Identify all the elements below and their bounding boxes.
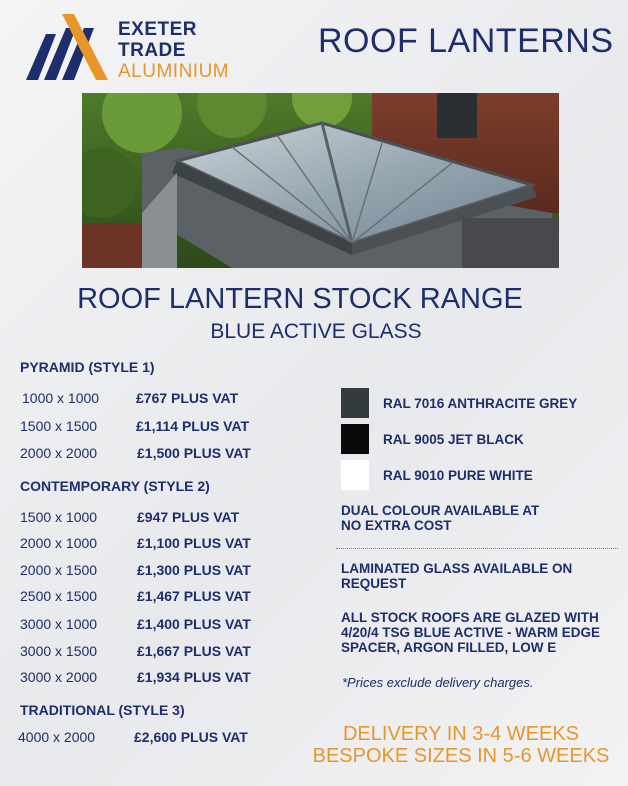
contemporary-size-3: 2000 x 1500 [20, 562, 98, 578]
dual-colour-note: DUAL COLOUR AVAILABLE AT NO EXTRA COST [341, 503, 540, 533]
range-subtitle: BLUE ACTIVE GLASS [210, 320, 422, 343]
contemporary-size-6: 3000 x 1500 [20, 643, 98, 659]
pyramid-price-2: £1,114 PLUS VAT [136, 418, 250, 434]
anthracite-grey-swatch [341, 388, 369, 418]
pure-white-swatch [341, 460, 369, 490]
pyramid-heading: PYRAMID (STYLE 1) [20, 359, 155, 375]
pure-white-label: RAL 9010 PURE WHITE [383, 468, 533, 483]
price-exclusion-note: *Prices exclude delivery charges. [342, 675, 534, 690]
pyramid-price-1: £767 PLUS VAT [136, 390, 239, 406]
traditional-price-1: £2,600 PLUS VAT [134, 729, 248, 745]
delivery-line-1: DELIVERY IN 3-4 WEEKS [342, 723, 579, 745]
roof-lantern-photo [82, 93, 559, 268]
contemporary-price-7: £1,934 PLUS VAT [137, 669, 251, 685]
anthracite-grey-label: RAL 7016 ANTHRACITE GREY [383, 396, 578, 411]
pyramid-size-1: 1000 x 1000 [22, 390, 100, 406]
logo-line2: TRADE [118, 40, 186, 61]
pyramid-size-2: 1500 x 1500 [20, 418, 98, 434]
logo-mark-icon [22, 6, 110, 82]
traditional-heading: TRADITIONAL (STYLE 3) [20, 702, 185, 718]
contemporary-price-3: £1,300 PLUS VAT [137, 562, 251, 578]
contemporary-price-1: £947 PLUS VAT [137, 509, 240, 525]
logo-line3: ALUMINIUM [118, 61, 230, 82]
laminated-glass-note: LAMINATED GLASS AVAILABLE ON REQUEST [341, 561, 573, 591]
glazing-note: ALL STOCK ROOFS ARE GLAZED WITH 4/20/4 TSG BLUE ACTIVE - WARM EDGE SPACER, ARGON FILLED, LOW E [341, 610, 601, 655]
contemporary-size-4: 2500 x 1500 [20, 588, 98, 604]
page-title: ROOF LANTERNS [318, 22, 614, 60]
contemporary-heading: CONTEMPORARY (STYLE 2) [20, 478, 210, 494]
contemporary-price-6: £1,667 PLUS VAT [137, 643, 251, 659]
contemporary-size-2: 2000 x 1000 [20, 535, 98, 551]
contemporary-size-7: 3000 x 2000 [20, 669, 98, 685]
traditional-size-1: 4000 x 2000 [18, 729, 96, 745]
jet-black-label: RAL 9005 JET BLACK [383, 432, 524, 447]
contemporary-price-2: £1,100 PLUS VAT [137, 535, 251, 551]
logo-line1: EXETER [118, 19, 198, 40]
delivery-line-2: BESPOKE SIZES IN 5-6 WEEKS [312, 745, 610, 767]
contemporary-size-5: 3000 x 1000 [20, 616, 98, 632]
divider [336, 548, 618, 549]
contemporary-size-1: 1500 x 1000 [20, 509, 98, 525]
pyramid-price-3: £1,500 PLUS VAT [137, 445, 251, 461]
contemporary-price-4: £1,467 PLUS VAT [137, 588, 251, 604]
jet-black-swatch [341, 424, 369, 454]
contemporary-price-5: £1,400 PLUS VAT [137, 616, 251, 632]
range-title: ROOF LANTERN STOCK RANGE [77, 283, 523, 315]
company-logo [22, 6, 232, 82]
pyramid-size-3: 2000 x 2000 [20, 445, 98, 461]
